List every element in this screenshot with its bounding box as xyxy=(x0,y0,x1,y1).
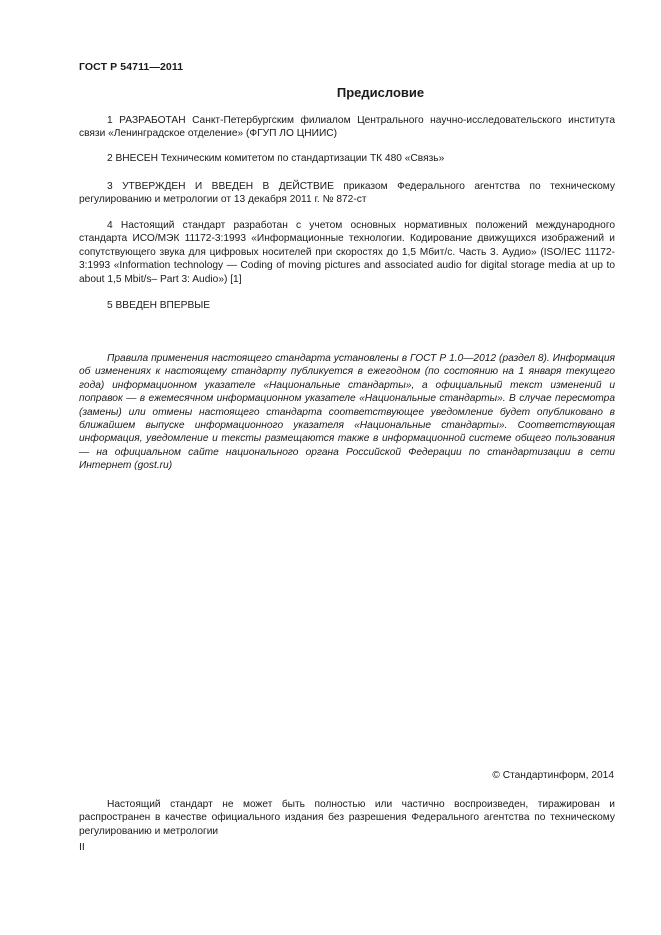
preface-item-5-text: 5 ВВЕДЕН ВПЕРВЫЕ xyxy=(107,300,211,311)
standard-code-header: ГОСТ Р 54711—2011 xyxy=(79,61,184,73)
reproduction-notice-text: Настоящий стандарт не может быть полностью или частично воспроизведен, тиражирован и распространен в качестве официального издания без разрешения Федерального агентства по техническому регулированию и метрологии xyxy=(79,799,615,837)
copyright-line: © Стандартинформ, 2014 xyxy=(492,770,614,781)
application-rules-note xyxy=(79,352,615,473)
preface-item-4-text: 4 Настоящий стандарт разработан с учетом основных нормативных положений международного стандарта ИСО/МЭК 11172-3:1993 «Информационные технологии. Кодирование движущихся изображений и сопутствующего звука для цифровых носителей при скоростях до 1,5 Мбит/с. Часть 3. Аудио» (ISO/IEC 11172-3:1993 «Information technology — Coding of moving pictures and associated audio for digital storage media at up to about 1,5 Mbit/s– Part 3: Audio») [1] xyxy=(79,220,615,285)
preface-item-3-text: 3 УТВЕРЖДЕН И ВВЕДЕН В ДЕЙСТВИЕ приказом Федерального агентства по техническому регулированию и метрологии от 13 декабря 2011 г. № 872-ст xyxy=(79,181,615,206)
application-rules-note-text: Правила применения настоящего стандарта установлены в ГОСТ Р 1.0—2012 (раздел 8). Информация об изменениях к настоящему стандарту публикуется в ежегодном (по состоянию на 1 января текущего года) информационном указателе «Национальные стандарты», а официальный текст изменений и поправок — в ежемесячном информационном указателе «Национальные стандарты». В случае пересмотра (замены) или отмены настоящего стандарта соответствующее уведомление будет опубликовано в ближайшем выпуске информационного указателя «Национальные стандарты». Соответствующая информация, уведомление и тексты размещаются также в информационной системе общего пользования — на официальном сайте национального органа Российской Федерации по стандартизации в сети Интернет (gost.ru) xyxy=(79,353,615,472)
page-title: Предисловие xyxy=(336,85,425,100)
preface-item-5 xyxy=(79,299,615,312)
preface-item-2 xyxy=(79,152,615,165)
reproduction-notice xyxy=(79,798,615,838)
preface-item-4 xyxy=(79,219,615,286)
preface-item-2-text: 2 ВНЕСЕН Техническим комитетом по стандартизации ТК 480 «Связь» xyxy=(107,153,445,164)
page-number: II xyxy=(79,841,85,853)
preface-item-1-text: 1 РАЗРАБОТАН Санкт-Петербургским филиалом Центрального научно-исследовательского института связи «Ленинградское отделение» (ФГУП ЛО ЦНИИС) xyxy=(79,115,615,140)
preface-item-1 xyxy=(79,114,615,141)
preface-item-3 xyxy=(79,180,615,207)
